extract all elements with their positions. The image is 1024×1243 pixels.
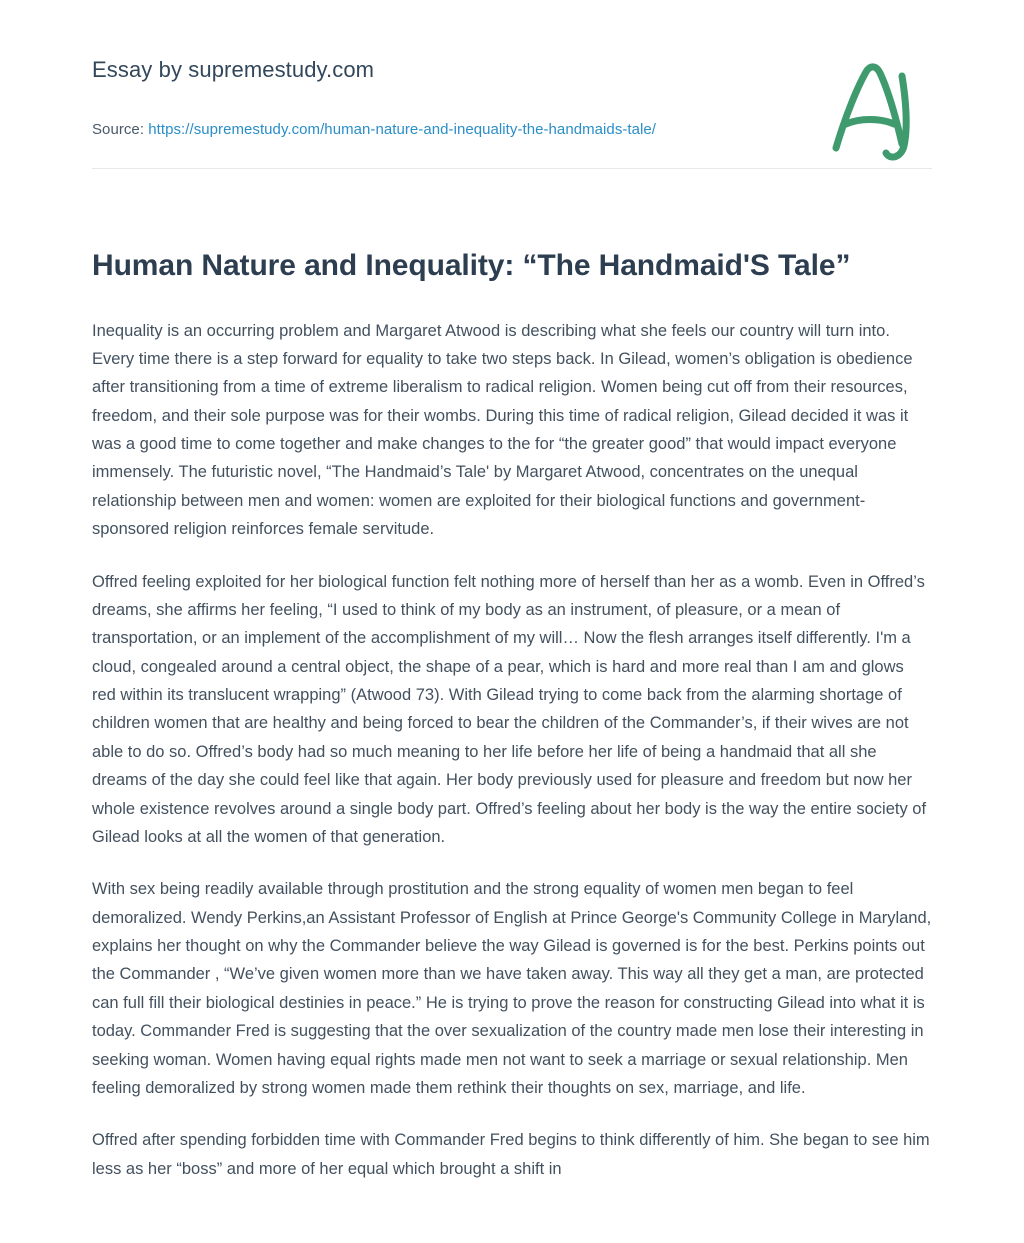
document-header — [0, 0, 1024, 190]
source-label: Source: — [92, 120, 149, 138]
source-line — [92, 119, 932, 140]
source-url-link[interactable]: https://supremestudy.com/human-nature-and-inequality-the-handmaids-tale/ — [148, 120, 657, 138]
article-paragraph: Inequality is an occurring problem and Margaret Atwood is describing what she feels our country will turn into. Every time there is a step forward for equality to take two steps back. In Gilead, women’s obligation is obedience after transitioning from a time of extreme liberalism to radical religion. Women being cut off from their resources, freedom, and their sole purpose was for their wombs. During this time of radical religion, Gilead decided it was it was a good time to come together and make changes to the for “the greater good” that would impact everyone immensely. The futuristic novel, “The Handmaid’s Tale' by Margaret Atwood, concentrates on the unequal relationship between men and women: women are exploited for their biological functions and government-sponsored religion reinforces female servitude. — [92, 321, 913, 539]
byline-prefix: Essay by — [92, 57, 189, 82]
byline — [92, 56, 932, 85]
document-content — [0, 246, 1024, 1243]
page-title: Human Nature and Inequality: “The Handmaid'S Tale” — [92, 249, 851, 282]
article-paragraph: Offred after spending forbidden time with Commander Fred begins to think differently of him. She began to see him less as her “boss” and more of her equal which brought a shift in — [92, 1131, 930, 1178]
article-paragraph: With sex being readily available through prostitution and the strong equality of women men began to feel demoralized. Wendy Perkins,an Assistant Professor of English at Prince George's Community College in Maryland, explains her thought on why the Commander believe the way Gilead is governed is for the best. Perkins points out the Commander , “We’ve given women more than we have taken away. This way all they get a man, are protected can full fill their biological destinies in peace.” He is trying to prove the reason for constructing Gilead into what it is today. Commander Fred is suggesting that the over sexualization of the country made men lose their interesting in seeking woman. Women having equal rights made men not want to seek a marriage or sexual relationship. Men feeling demoralized by strong women made them rethink their thoughts on sex, marriage, and life. — [92, 880, 932, 1097]
brand-name: supremestudy.com — [188, 57, 375, 82]
article-paragraph: Offred feeling exploited for her biological function felt nothing more of herself than her as a womb. Even in Offred’s dreams, she affirms her feeling, “I used to think of my body as an instrument, of pleasure, or a mean of transportation, or an implement of the accomplishment of my will… Now the flesh arranges itself differently. I'm a cloud, congealed around a central object, the shape of a pear, which is hard and more real than I am and glows red within its translucent wrapping” (Atwood 73). With Gilead trying to come back from the alarming shortage of children women that are healthy and being forced to bear the children of the Commander’s, if their wives are not able to do so. Offred’s body had so much meaning to her life before her life of being a handmaid that all she dreams of the day she could feel like that again. Her body previously used for pleasure and freedom but now her whole existence revolves around a single body part. Offred’s feeling about her body is the way the entire society of Gilead looks at all the women of that generation. — [92, 572, 927, 846]
supremestudy-logo-icon — [808, 56, 928, 166]
header-divider — [92, 168, 932, 169]
